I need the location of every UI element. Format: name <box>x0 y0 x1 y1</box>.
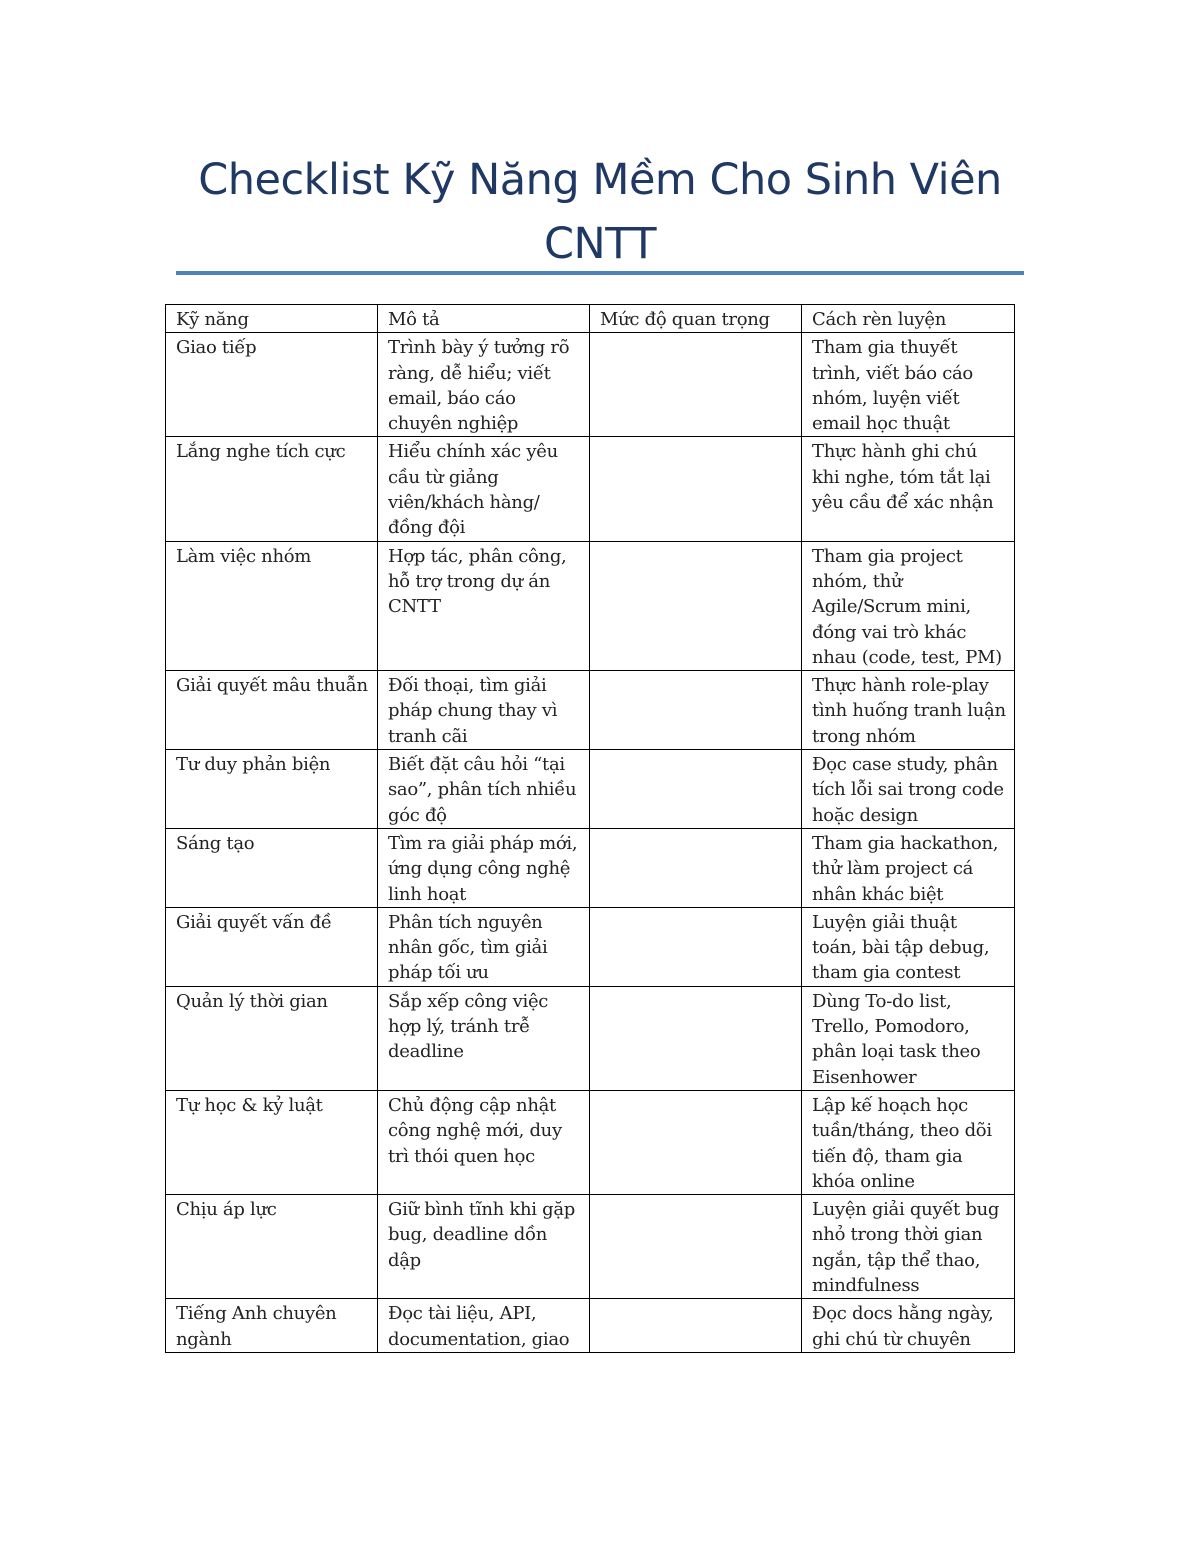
cell-skill: Làm việc nhóm <box>166 541 378 670</box>
cell-description: Giữ bình tĩnh khi gặp bug, deadline dồn dập <box>378 1195 590 1299</box>
cell-practice: Thực hành role-play tình huống tranh luận trong nhóm <box>802 671 1015 750</box>
header-description: Mô tả <box>378 305 590 333</box>
table-row <box>166 1195 1015 1299</box>
cell-description: Hiểu chính xác yêu cầu từ giảng viên/khách hàng/đồng đội <box>378 437 590 541</box>
cell-practice: Thực hành ghi chú khi nghe, tóm tắt lại yêu cầu để xác nhận <box>802 437 1015 541</box>
table-header-row <box>166 305 1015 333</box>
table-row <box>166 333 1015 437</box>
table-row <box>166 671 1015 750</box>
cell-skill: Tự học & kỷ luật <box>166 1090 378 1194</box>
table-row <box>166 986 1015 1090</box>
cell-description: Phân tích nguyên nhân gốc, tìm giải pháp tối ưu <box>378 907 590 986</box>
cell-skill: Giải quyết vấn đề <box>166 907 378 986</box>
cell-importance[interactable] <box>590 437 802 541</box>
skills-table <box>165 304 1015 1353</box>
cell-importance[interactable] <box>590 986 802 1090</box>
cell-importance[interactable] <box>590 1090 802 1194</box>
cell-skill: Tiếng Anh chuyên ngành <box>166 1299 378 1353</box>
header-practice: Cách rèn luyện <box>802 305 1015 333</box>
cell-skill: Sáng tạo <box>166 828 378 907</box>
cell-description: Tìm ra giải pháp mới, ứng dụng công nghệ linh hoạt <box>378 828 590 907</box>
table-row <box>166 907 1015 986</box>
cell-importance[interactable] <box>590 1195 802 1299</box>
cell-importance[interactable] <box>590 907 802 986</box>
cell-skill: Giải quyết mâu thuẫn <box>166 671 378 750</box>
cell-skill: Giao tiếp <box>166 333 378 437</box>
cell-importance[interactable] <box>590 828 802 907</box>
cell-importance[interactable] <box>590 750 802 829</box>
table-row <box>166 437 1015 541</box>
cell-practice: Tham gia thuyết trình, viết báo cáo nhóm, luyện viết email học thuật <box>802 333 1015 437</box>
cell-practice: Tham gia hackathon, thử làm project cá nhân khác biệt <box>802 828 1015 907</box>
cell-description: Sắp xếp công việc hợp lý, tránh trễ deadline <box>378 986 590 1090</box>
cell-importance[interactable] <box>590 541 802 670</box>
cell-description: Đọc tài liệu, API, documentation, giao <box>378 1299 590 1353</box>
page-title: Checklist Kỹ Năng Mềm Cho Sinh Viên CNTT <box>198 155 1002 269</box>
cell-importance[interactable] <box>590 671 802 750</box>
table-row <box>166 541 1015 670</box>
title-underline <box>176 271 1024 275</box>
table-row <box>166 1090 1015 1194</box>
cell-practice: Luyện giải quyết bug nhỏ trong thời gian ngắn, tập thể thao, mindfulness <box>802 1195 1015 1299</box>
cell-skill: Lắng nghe tích cực <box>166 437 378 541</box>
cell-practice: Đọc docs hằng ngày, ghi chú từ chuyên <box>802 1299 1015 1353</box>
cell-importance[interactable] <box>590 333 802 437</box>
cell-practice: Luyện giải thuật toán, bài tập debug, tham gia contest <box>802 907 1015 986</box>
cell-skill: Chịu áp lực <box>166 1195 378 1299</box>
cell-skill: Quản lý thời gian <box>166 986 378 1090</box>
cell-description: Trình bày ý tưởng rõ ràng, dễ hiểu; viết email, báo cáo chuyên nghiệp <box>378 333 590 437</box>
cell-practice: Đọc case study, phân tích lỗi sai trong code hoặc design <box>802 750 1015 829</box>
cell-description: Chủ động cập nhật công nghệ mới, duy trì thói quen học <box>378 1090 590 1194</box>
cell-practice: Tham gia project nhóm, thử Agile/Scrum mini, đóng vai trò khác nhau (code, test, PM) <box>802 541 1015 670</box>
cell-importance[interactable] <box>590 1299 802 1353</box>
cell-description: Hợp tác, phân công, hỗ trợ trong dự án CNTT <box>378 541 590 670</box>
cell-description: Biết đặt câu hỏi “tại sao”, phân tích nhiều góc độ <box>378 750 590 829</box>
cell-description: Đối thoại, tìm giải pháp chung thay vì tranh cãi <box>378 671 590 750</box>
cell-practice: Lập kế hoạch học tuần/tháng, theo dõi tiến độ, tham gia khóa online <box>802 1090 1015 1194</box>
table-row <box>166 750 1015 829</box>
table-row <box>166 1299 1015 1353</box>
cell-skill: Tư duy phản biện <box>166 750 378 829</box>
table-row <box>166 828 1015 907</box>
cell-practice: Dùng To-do list, Trello, Pomodoro, phân loại task theo Eisenhower <box>802 986 1015 1090</box>
header-skill: Kỹ năng <box>166 305 378 333</box>
header-importance: Mức độ quan trọng <box>590 305 802 333</box>
